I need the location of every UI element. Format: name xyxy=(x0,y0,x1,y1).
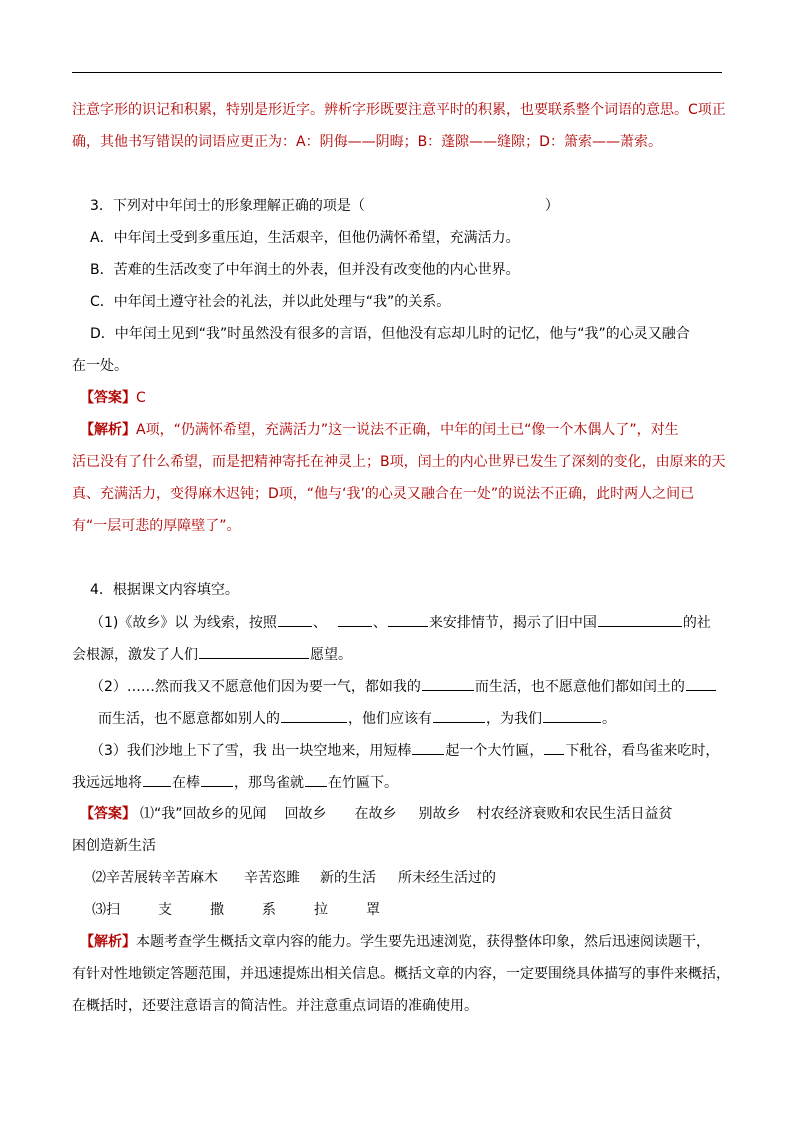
q4-analysis-text-1: 本题考查学生概括文章内容的能力。学生要先迅速浏览，获得整体印象，然后迅速阅读题干， xyxy=(136,934,710,950)
q4-stem: 4．根据课文内容填空。 xyxy=(90,582,239,598)
q4-analysis-tag: 【解析】 xyxy=(80,934,136,950)
q4-ans2-b: 辛苦恣雎 xyxy=(244,870,300,886)
q4-item2-text-a: （2）……然而我又不愿意他们因为要一气，都如我的 xyxy=(90,679,421,695)
q4-answer-line-3 xyxy=(92,868,752,888)
q4-item3-text-d: 我远远地将 xyxy=(72,775,142,791)
q3-analysis-line-1 xyxy=(80,420,740,440)
q3-option-d-line-2: 在一处。 xyxy=(72,358,128,374)
q4-item1-text-d: 会根源，激发了人们 xyxy=(72,647,198,663)
fill-blank[interactable] xyxy=(422,676,474,691)
prev-analysis-line-1: 注意字形的识记和积累，特别是形近字。辨析字形既要注意平时的积累，也要联系整个词语的意思。C项正 xyxy=(72,102,726,118)
q4-answer-line-4 xyxy=(92,900,752,920)
fill-blank[interactable] xyxy=(412,740,444,755)
q4-item3-text-e: 在棒 xyxy=(172,775,200,791)
q3-option-a: A．中年闰土受到多重压迫，生活艰辛，但他仍满怀希望，充满活力。 xyxy=(90,230,520,246)
q4-ans2-c: 新的生活 xyxy=(320,870,376,886)
q4-item1-text-c: 的社 xyxy=(682,615,711,631)
q4-answer-line-1 xyxy=(80,804,740,824)
q3-analysis-line-2: 活已没有了什么希望，而是把精神寄托在神灵上；B项，闰土的内心世界已发生了深刻的变化，由原来的天 xyxy=(72,454,726,470)
q4-ans1-d: 别故乡 xyxy=(418,806,461,822)
q4-item3-text-f: ，那鸟雀就 xyxy=(234,775,304,791)
q3-analysis-line-3: 真、充满活力，变得麻木迟钝；D项，“他与‘我’的心灵又融合在一处”的说法不正确，此时两人之间已 xyxy=(72,486,695,502)
q3-analysis-text-1: A项，“仍满怀希望，充满活力”这一说法不正确，中年的闰土已“像一个木偶人了”，对生 xyxy=(136,422,679,438)
q4-item1-line-1: （1)《故乡》以 为线索，按照 、 、 来安排情节，揭示了旧中国 的社 xyxy=(90,612,750,633)
q4-ans2-d: 所未经生活过的 xyxy=(398,870,496,886)
q4-ans3-4: 拉 xyxy=(314,902,328,918)
q4-item2-text-c: 而生活，也不愿意都如别人的 xyxy=(98,711,280,727)
fill-blank[interactable] xyxy=(598,612,682,627)
fill-blank[interactable] xyxy=(433,708,485,723)
q4-ans2-a: ⑵辛苦展转辛苦麻木 xyxy=(92,870,218,886)
q4-ans3-5: 罩 xyxy=(366,902,380,918)
q4-item3-text-a: （3）我们沙地上下了雪，我 出一块空地来，用短棒 xyxy=(90,743,412,759)
fill-blank[interactable] xyxy=(201,772,233,787)
fill-blank[interactable] xyxy=(544,740,564,755)
q3-answer xyxy=(80,388,740,408)
q4-item2-line-1 xyxy=(90,676,750,697)
q4-ans3-1: 支 xyxy=(158,902,172,918)
q4-ans1-c: 在故乡 xyxy=(354,806,397,822)
q3-answer-tag: 【答案】 xyxy=(80,390,136,406)
q4-item2-line-2 xyxy=(98,708,758,729)
fill-blank[interactable] xyxy=(281,708,347,723)
q4-item3-line-1 xyxy=(90,740,750,761)
q4-ans3-2: 撒 xyxy=(210,902,224,918)
q4-item3-text-g: 在竹匾下。 xyxy=(328,775,398,791)
q3-analysis-tag: 【解析】 xyxy=(80,422,136,438)
q3-option-c: C．中年闰土遵守社会的礼法，并以此处理与“我”的关系。 xyxy=(90,294,451,310)
fill-blank[interactable] xyxy=(338,612,372,627)
fill-blank[interactable] xyxy=(143,772,171,787)
q3-stem-close: ） xyxy=(544,198,559,214)
q3-option-d-line-1: D．中年闰土见到“我”时虽然没有很多的言语，但他没有忘却儿时的记忆，他与“我”的心灵又融合 xyxy=(90,326,690,342)
q4-analysis-line-3: 在概括时，还要注意语言的简洁性。并注意重点词语的准确使用。 xyxy=(72,998,478,1014)
q4-item3-text-c: 下秕谷，看鸟雀来吃时， xyxy=(565,743,720,759)
q4-item1-text-a: （1)《故乡》以 为线索，按照 xyxy=(90,615,277,631)
q4-analysis-line-1 xyxy=(80,932,740,952)
q4-ans1-b: 回故乡 xyxy=(284,806,327,822)
fill-blank[interactable] xyxy=(278,612,312,627)
q4-item1-sep: 、 xyxy=(312,615,327,631)
q3-stem xyxy=(90,196,750,216)
q4-ans1-e: 村农经济衰败和农民生活日益贫 xyxy=(476,806,673,822)
q4-ans3-3: 系 xyxy=(262,902,276,918)
fill-blank[interactable] xyxy=(199,644,309,659)
q4-item2-text-f: 。 xyxy=(602,711,616,727)
fill-blank[interactable] xyxy=(305,772,327,787)
q4-item2-text-d: ，他们应该有 xyxy=(348,711,432,727)
q3-option-b: B．苦难的生活改变了中年润土的外表，但并没有改变他的内心世界。 xyxy=(90,262,520,278)
q4-ans3-0: ⑶扫 xyxy=(92,902,120,918)
prev-analysis-line-2: 确，其他书写错误的词语应更正为：A：阴侮——阴晦；B：蓬隙——缝隙；D：箫索——萧索。 xyxy=(72,134,662,150)
fill-blank[interactable] xyxy=(543,708,601,723)
q4-item1-text-b: 来安排情节，揭示了旧中国 xyxy=(428,615,597,631)
q4-item3-text-b: 起一个大竹匾， xyxy=(445,743,544,759)
q4-answer-tag: 【答案】 xyxy=(80,806,136,822)
q4-analysis-line-2: 有针对性地锁定答题范围，并迅速提炼出相关信息。概括文章的内容，一定要围绕具体描写的事件来概括， xyxy=(72,966,730,982)
fill-blank[interactable] xyxy=(388,612,428,627)
fill-blank[interactable] xyxy=(686,676,716,691)
q3-answer-value: C xyxy=(136,390,146,406)
q4-item2-text-b: 而生活，也不愿意他们都如闰土的 xyxy=(474,679,685,695)
q3-stem-text: 3．下列对中年闰士的形象理解正确的项是（ xyxy=(90,198,365,214)
q4-item2-text-e: ，为我们 xyxy=(486,711,542,727)
q4-ans1-a: ⑴“我”回故乡的见闻 xyxy=(140,806,267,822)
header-rule xyxy=(72,72,722,73)
q4-item3-line-2 xyxy=(72,772,732,793)
q4-answer-line-2: 困创造新生活 xyxy=(72,838,156,854)
q4-item1-line-2 xyxy=(72,644,732,665)
q4-item1-text-e: 愿望。 xyxy=(310,647,352,663)
q3-analysis-line-4: 有“一层可悲的厚障壁了”。 xyxy=(72,518,241,534)
